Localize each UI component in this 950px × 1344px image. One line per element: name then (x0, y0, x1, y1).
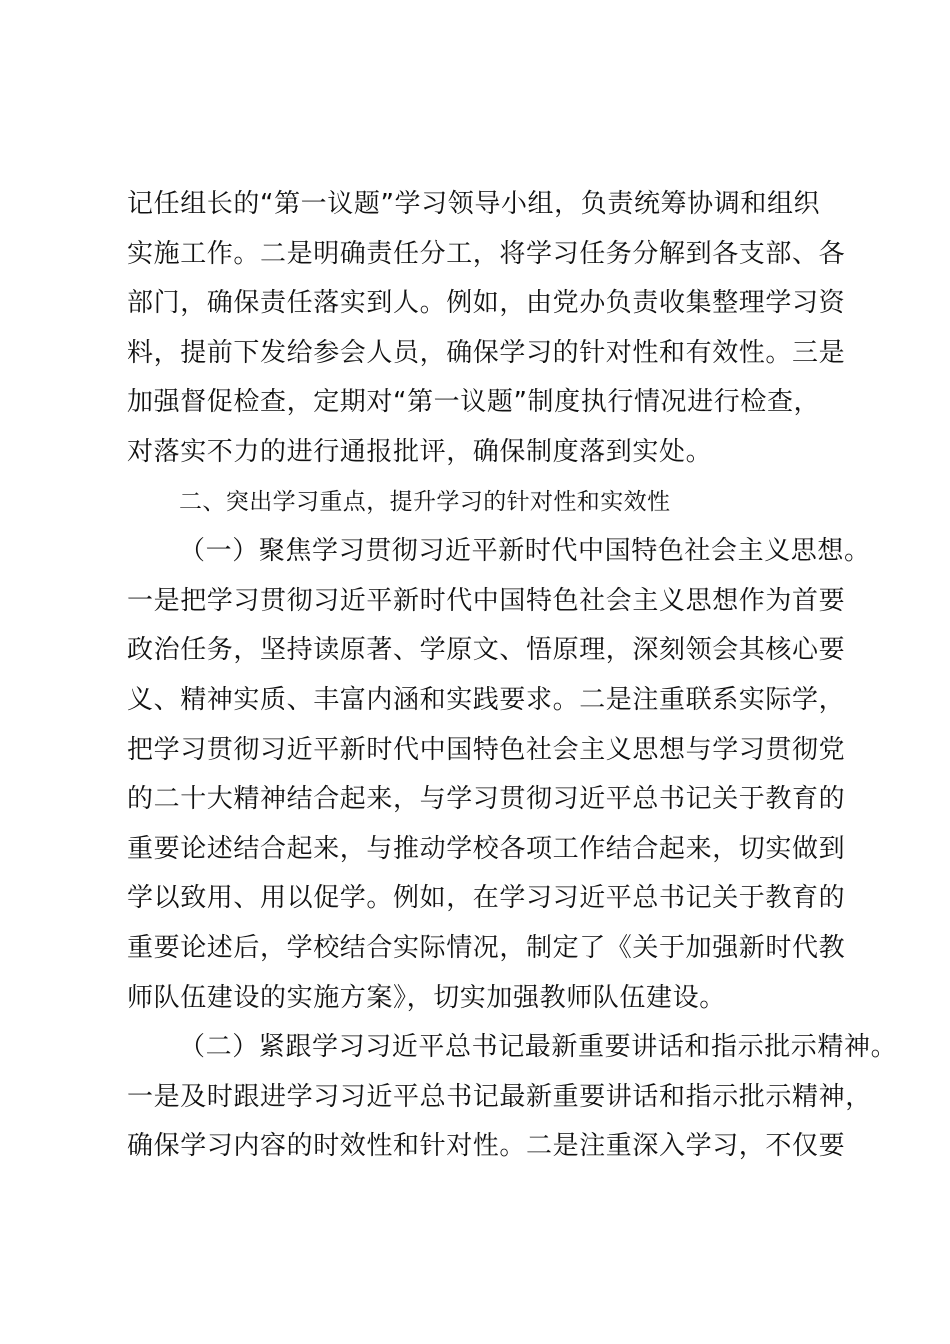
text-line: 一是及时跟进学习习近平总书记最新重要讲话和指示批示精神， (127, 1081, 872, 1112)
text-line: 加强督促检查，定期对“第一议题”制度执行情况进行检查， (127, 387, 821, 418)
paragraph-leadership-group (127, 180, 847, 478)
text-line: 学以致用、用以促学。例如，在学习习近平总书记关于教育的 (127, 883, 846, 914)
text-line: 重要论述后，学校结合实际情况，制定了《关于加强新时代教 (127, 932, 846, 963)
text-line: 一是把学习贯彻习近平新时代中国特色社会主义思想作为首要 (127, 585, 846, 616)
paragraph-subsection-1 (127, 527, 871, 1023)
text-line: 确保学习内容的时效性和针对性。二是注重深入学习，不仅要 (127, 1131, 846, 1162)
document-body (127, 180, 898, 1172)
text-line: 的二十大精神结合起来，与学习贯彻习近平总书记关于教育的 (127, 784, 846, 815)
section-heading-2 (127, 478, 847, 528)
text-line: 政治任务，坚持读原著、学原文、悟原理，深刻领会其核心要 (127, 635, 846, 666)
text-line: 重要论述结合起来，与推动学校各项工作结合起来，切实做到 (127, 833, 846, 864)
text-line: 义、精神实质、丰富内涵和实践要求。二是注重联系实际学， (127, 684, 846, 715)
section-heading: 二、突出学习重点，提升学习的针对性和实效性 (179, 488, 671, 515)
subsection-heading: （二）紧跟学习习近平总书记最新重要讲话和指示批示精神。 (179, 1032, 898, 1063)
text-line: 实施工作。二是明确责任分工，将学习任务分解到各支部、各 (127, 238, 846, 269)
text-line: 对落实不力的进行通报批评，确保制度落到实处。 (127, 436, 713, 467)
paragraph-subsection-2 (127, 1023, 898, 1172)
text-line: 师队伍建设的实施方案》，切实加强教师队伍建设。 (127, 982, 726, 1013)
text-line: 把学习贯彻习近平新时代中国特色社会主义思想与学习贯彻党 (127, 734, 846, 765)
text-line: 部门，确保责任落实到人。例如，由党办负责收集整理学习资 (127, 288, 846, 319)
text-line: 记任组长的“第一议题”学习领导小组，负责统筹协调和组织 (127, 189, 821, 219)
subsection-heading: （一）聚焦学习贯彻习近平新时代中国特色社会主义思想。 (179, 536, 871, 567)
text-line: 料，提前下发给参会人员，确保学习的针对性和有效性。三是 (127, 337, 846, 368)
